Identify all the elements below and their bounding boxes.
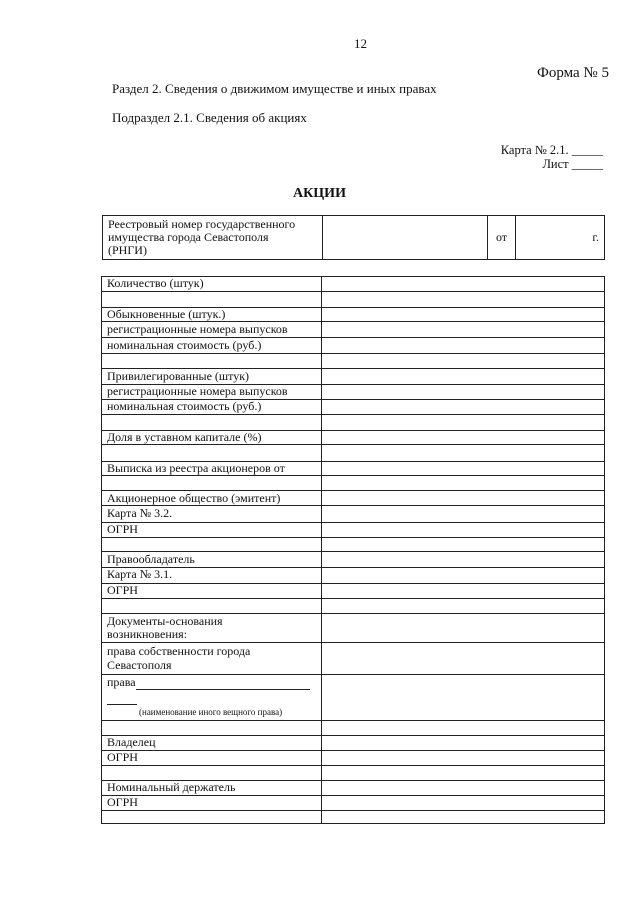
registry-year-label: г. — [516, 216, 605, 260]
quantity-label: Количество (штук) — [107, 276, 204, 290]
rightholder-label: Правообладатель — [107, 552, 195, 566]
owner-ogrn-label: ОГРН — [107, 750, 138, 764]
shares-details-table — [101, 276, 605, 824]
issuer-card-label: Карта № 3.2. — [107, 506, 173, 520]
nominee-ogrn-label: ОГРН — [107, 795, 138, 809]
sheet-label: Лист _____ — [542, 157, 603, 171]
ordinary-nominal-label: номинальная стоимость (руб.) — [107, 338, 262, 352]
preferred-nominal-label: номинальная стоимость (руб.) — [107, 399, 262, 413]
charter-capital-share-label: Доля в уставном капитале (%) — [107, 430, 262, 444]
other-right-label — [107, 676, 310, 690]
other-right-blank — [107, 691, 137, 705]
registry-label-line: Реестровый номер государственного — [108, 217, 296, 231]
section-title: Раздел 2. Сведения о движимом имуществе и иных правах — [112, 81, 437, 96]
registry-number-field[interactable] — [323, 216, 488, 260]
basis-documents-label-line2: возникновения: — [107, 627, 188, 641]
page-number: 12 — [354, 36, 367, 51]
ownership-rights-label-line2: Севастополя — [107, 658, 172, 672]
preferred-reg-numbers-label: регистрационные номера выпусков — [107, 384, 288, 398]
card-number-label: Карта № 2.1. _____ — [500, 143, 603, 157]
nominee-holder-label: Номинальный держатель — [107, 780, 236, 794]
basis-documents-label: Документы-основания — [107, 614, 223, 628]
issuer-label: Акционерное общество (эмитент) — [107, 491, 281, 505]
ownership-rights-label: права собственности города — [107, 644, 251, 658]
shareholder-register-extract-label: Выписка из реестра акционеров от — [107, 461, 285, 475]
ordinary-shares-label: Обыкновенные (штук.) — [107, 307, 226, 321]
document-title: АКЦИИ — [293, 186, 346, 201]
owner-label: Владелец — [107, 735, 156, 749]
other-right-word: права — [107, 675, 136, 689]
preferred-shares-label: Привилегированные (штук) — [107, 369, 250, 383]
other-right-line — [136, 676, 310, 690]
rightholder-ogrn-label: ОГРН — [107, 583, 138, 597]
issuer-ogrn-label: ОГРН — [107, 522, 138, 536]
registry-label-line: имущества города Севастополя — [108, 230, 269, 244]
registry-number-label — [103, 216, 323, 260]
registry-label-line: (РНГИ) — [108, 243, 147, 257]
registry-from-label: от — [488, 216, 516, 260]
other-right-caption: (наименование иного вещного права) — [139, 707, 283, 717]
rightholder-card-label: Карта № 3.1. — [107, 567, 173, 581]
form-label: Форма № 5 — [537, 65, 609, 81]
ordinary-reg-numbers-label: регистрационные номера выпусков — [107, 322, 288, 336]
subsection-title: Подраздел 2.1. Сведения об акциях — [112, 110, 307, 125]
registry-number-table — [102, 215, 605, 260]
